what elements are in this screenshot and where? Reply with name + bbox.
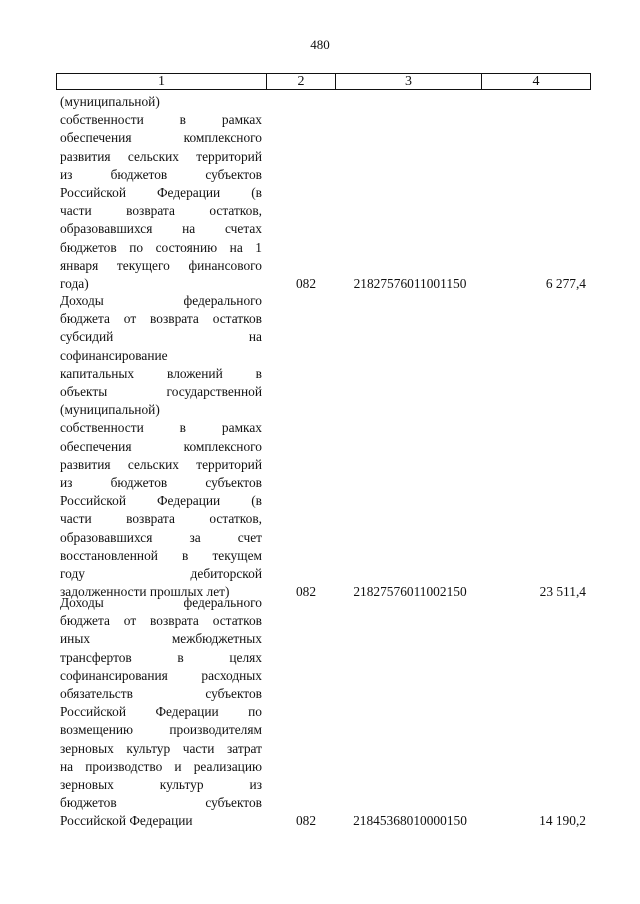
row-description: [60, 594, 262, 831]
row-amount: 14 190,2: [539, 813, 586, 829]
description-line: софинансирования расходных: [60, 667, 262, 683]
header-col-2: 2: [267, 74, 336, 90]
row-kbk-code: 21827576011002150: [353, 584, 467, 600]
description-line: Российской Федерации: [60, 813, 193, 829]
description-line: трансфертов в целях: [60, 649, 262, 665]
description-line: собственности в рамках: [60, 420, 262, 436]
description-line: Российской Федерации по: [60, 704, 262, 720]
description-line: Российской Федерации (в: [60, 185, 262, 201]
description-line: на производство и реализацию: [60, 758, 262, 774]
description-line: бюджета от возврата остатков: [60, 613, 262, 629]
page-number: 480: [310, 37, 330, 52]
description-line: (муниципальной): [60, 402, 160, 418]
description-line: субсидий на: [60, 329, 262, 345]
row-kbk-code: 21827576011001150: [353, 276, 467, 291]
row-description: [60, 93, 262, 293]
description-line: возмещению производителям: [60, 722, 262, 738]
description-line: развития сельских территорий: [60, 456, 262, 472]
description-line: образовавшихся на счетах: [60, 221, 262, 237]
table-header: [56, 73, 591, 90]
description-line: зерновых культур из: [60, 777, 262, 793]
description-line: развития сельских территорий: [60, 148, 262, 164]
description-line: обеспечения комплексного: [60, 130, 262, 146]
description-line: восстановленной в текущем: [60, 547, 262, 563]
description-line: января текущего финансового: [60, 257, 262, 273]
header-col-4: 4: [482, 74, 591, 90]
description-line: объекты государственной: [60, 384, 262, 400]
description-line: иных межбюджетных: [60, 631, 262, 647]
description-line: софинансирование: [60, 347, 168, 363]
description-line: бюджетов субъектов: [60, 795, 262, 811]
description-line: образовавшихся за счет: [60, 529, 262, 545]
description-line: бюджета от возврата остатков: [60, 311, 262, 327]
description-line: обязательств субъектов: [60, 686, 262, 702]
description-line: части возврата остатков,: [60, 203, 262, 219]
description-line: Доходы федерального: [60, 293, 262, 308]
description-line: бюджетов по состоянию на 1: [60, 239, 262, 255]
row-amount: 23 511,4: [539, 584, 586, 600]
row-description: [60, 292, 262, 601]
row-admin-code: 082: [295, 276, 317, 291]
description-line: (муниципальной): [60, 94, 160, 109]
row-amount: 6 277,4: [545, 276, 586, 291]
header-col-1: 1: [57, 74, 267, 90]
header-col-3: 3: [336, 74, 482, 90]
description-line: года): [60, 276, 89, 292]
row-admin-code: 082: [295, 813, 317, 829]
description-line: задолженности прошлых лет): [60, 584, 230, 600]
description-line: из бюджетов субъектов: [60, 475, 262, 491]
row-kbk-code: 21845368010000150: [353, 813, 467, 829]
description-line: зерновых культур части затрат: [60, 740, 262, 756]
description-line: из бюджетов субъектов: [60, 166, 262, 182]
description-line: Российской Федерации (в: [60, 493, 262, 509]
description-line: капитальных вложений в: [60, 365, 262, 381]
description-line: году дебиторской: [60, 566, 262, 582]
description-line: собственности в рамках: [60, 112, 262, 128]
description-line: обеспечения комплексного: [60, 438, 262, 454]
description-line: Доходы федерального: [60, 595, 262, 610]
row-admin-code: 082: [295, 584, 317, 600]
description-line: части возврата остатков,: [60, 511, 262, 527]
